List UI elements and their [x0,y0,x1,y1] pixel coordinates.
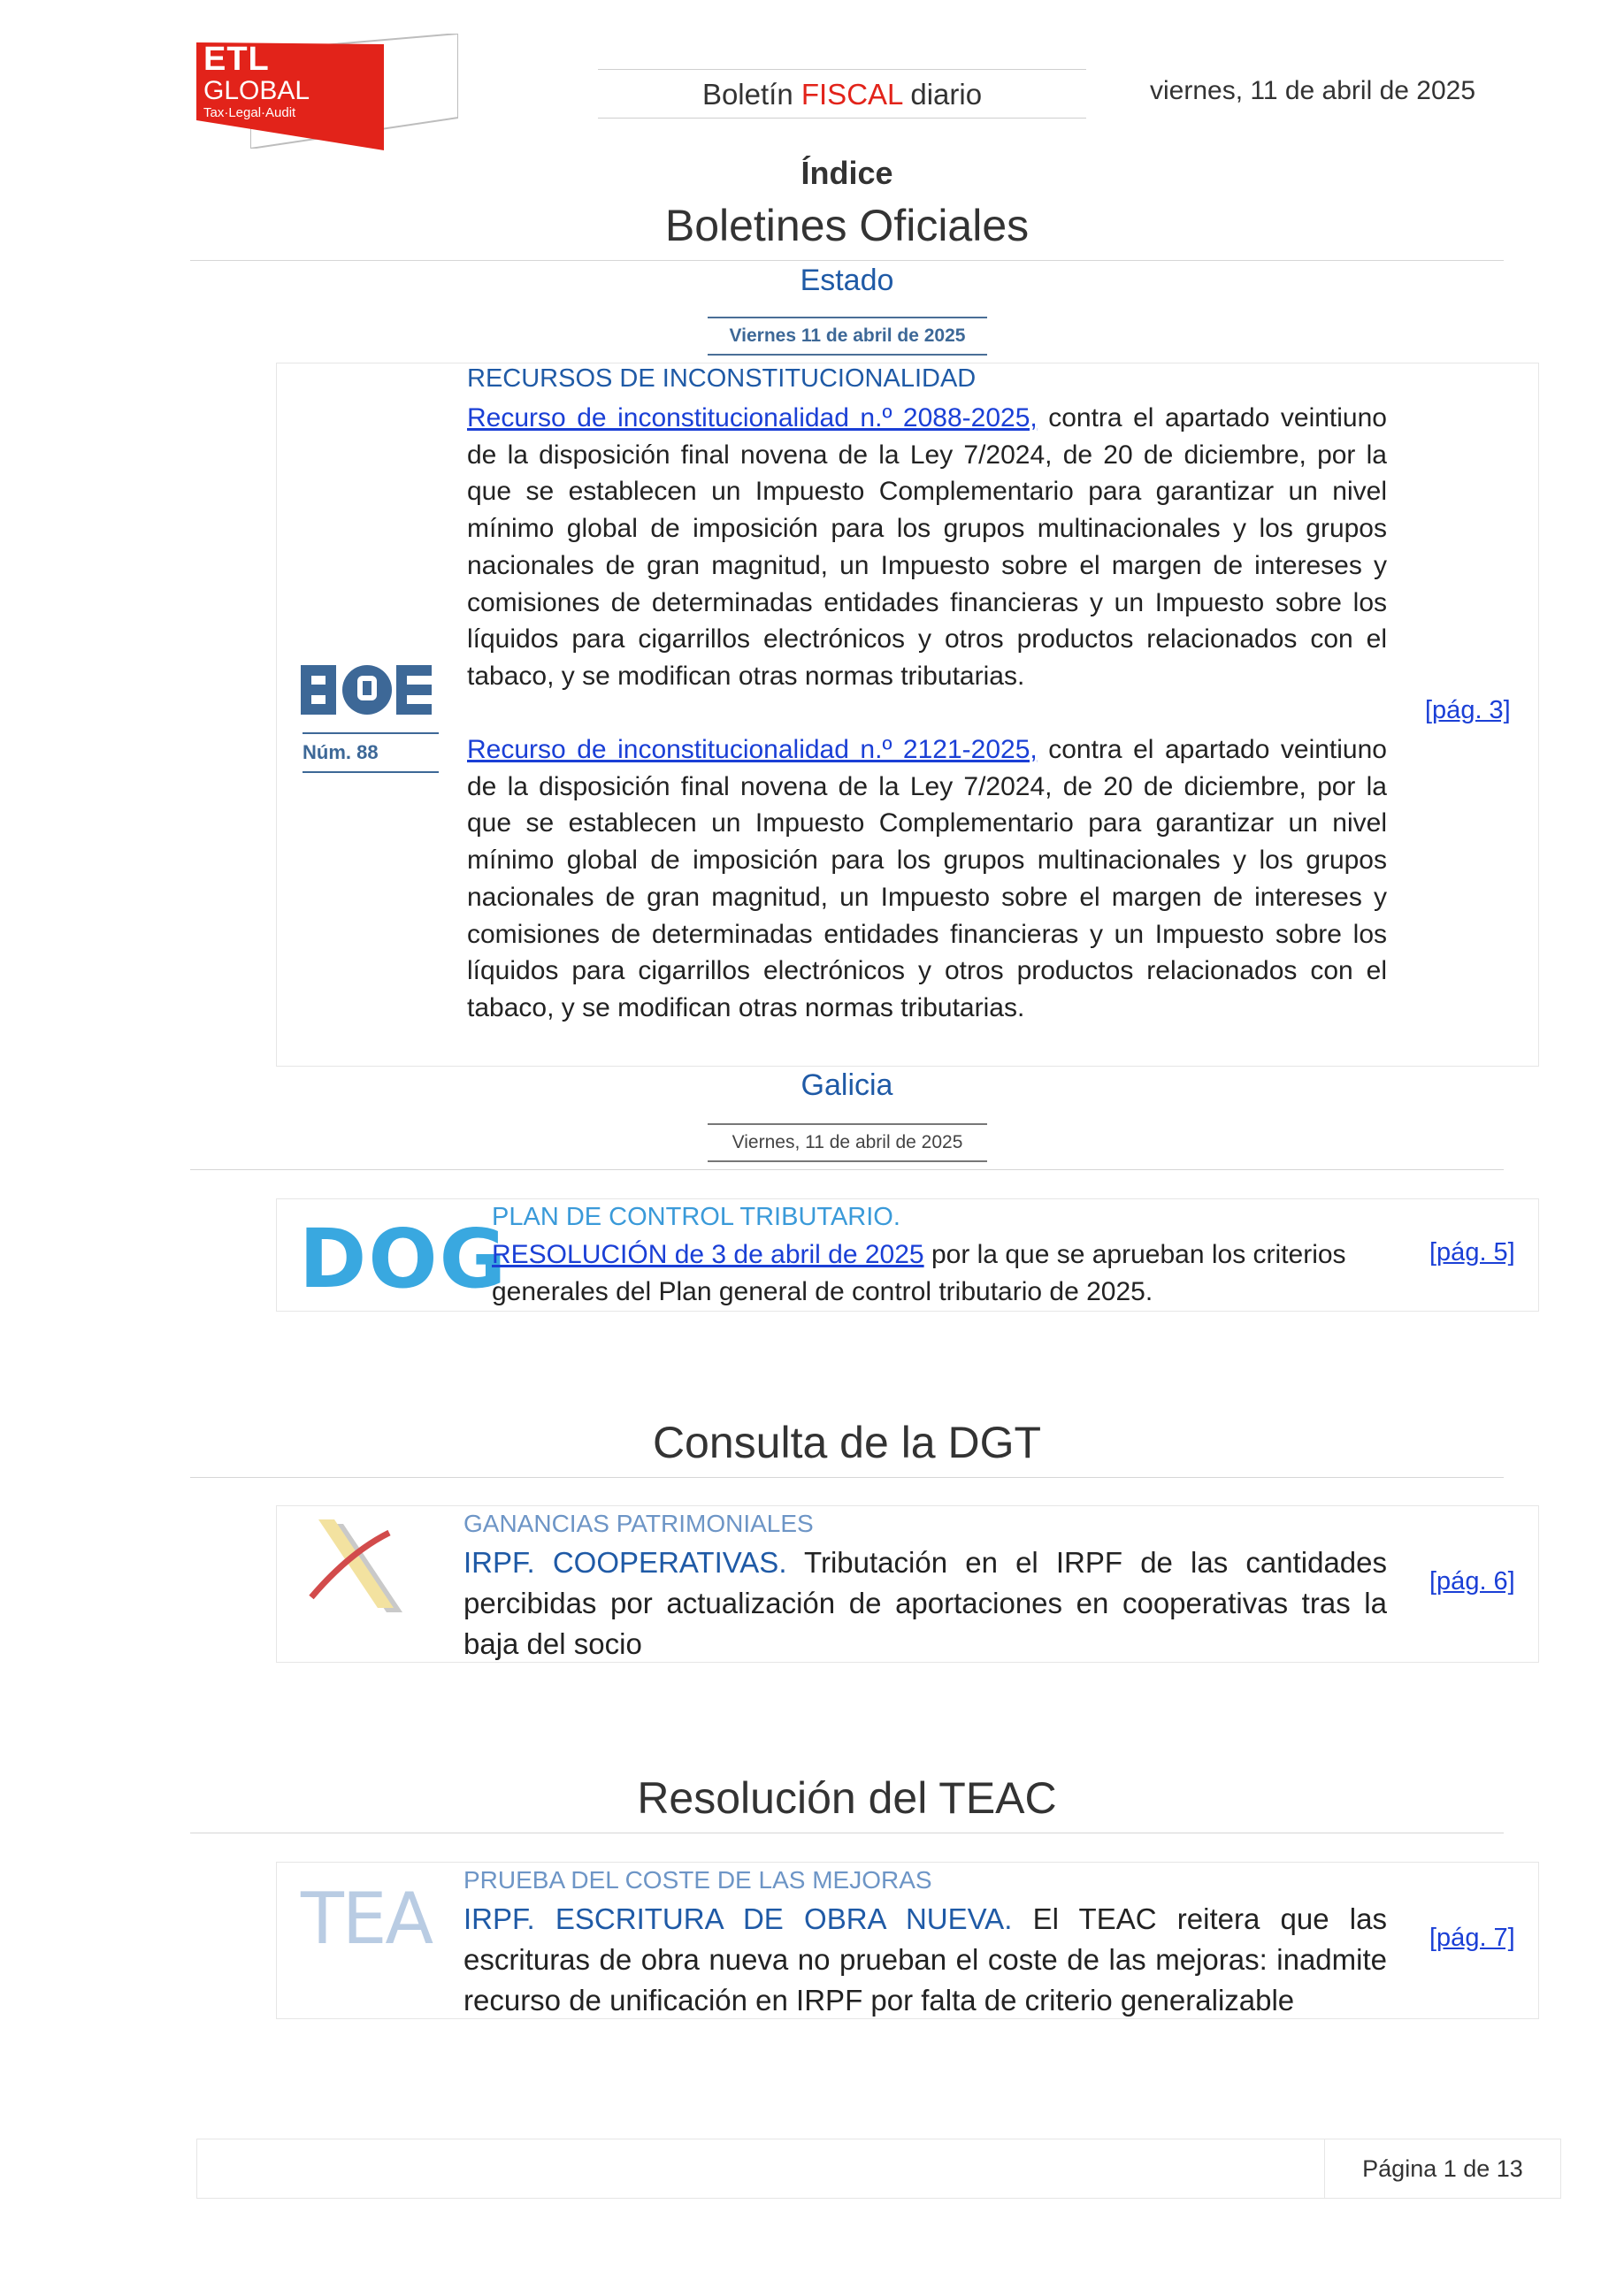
dog-logo-icon: DOG [299,1212,509,1306]
dog-page-link[interactable]: [pág. 5] [1429,1238,1515,1267]
boe-entry-2: Recurso de inconstitucionalidad n.º 2121-2025, contra el apartado veintiuno de la disposición final novena de la Ley 7/2024, de 20 de diciembre, por la que se establecen un Impuesto Complementario para garantizar un nivel mínimo global de imposición para los grupos multinacionales y los grupos nacionales de gran magnitud, un Impuesto sobre el margen de intereses y comisiones de determinadas entidades financieras y un Impuesto sobre los líquidos para cigarrillos electrónicos y otros productos relacionados con el tabaco, y se modifican otras normas tributarias. [467,735,1387,1022]
teac-page-link[interactable]: [pág. 7] [1429,1924,1515,1952]
aeat-logo-icon [301,1519,407,1617]
logo-global-text: GLOBAL [203,76,310,105]
bulletin-title: Boletín FISCAL diario [598,69,1086,119]
bulletin-highlight: FISCAL [801,78,903,111]
section-title-teac: Resolución del TEAC [637,1773,1057,1823]
section-title-official: Boletines Oficiales [664,201,1030,250]
dog-date-badge: Viernes, 11 de abril de 2025 [708,1123,987,1162]
logo-etl-text: ETL [203,41,270,78]
index-title: Índice [801,155,893,191]
dog-category: PLAN DE CONTROL TRIBUTARIO. [492,1203,900,1231]
boe-category: RECURSOS DE INCONSTITUCIONALIDAD [467,364,977,393]
teac-entry: IRPF. ESCRITURA DE OBRA NUEVA. El TEAC reitera que las escrituras de obra nueva no prueban el coste de las mejoras: inadmite recurso de unificación en IRPF por falta de criterio generalizable [463,1902,1387,2017]
boe-logo-icon [301,663,433,718]
teac-category: PRUEBA DEL COSTE DE LAS MEJORAS [463,1866,932,1894]
boe-page-link[interactable]: [pág. 3] [1425,696,1511,724]
boe-entry-1: Recurso de inconstitucionalidad n.º 2088-2025, contra el apartado veintiuno de la disposición final novena de la Ley 7/2024, de 20 de diciembre, por la que se establecen un Impuesto Complementario para garantizar un nivel mínimo global de imposición para los grupos multinacionales y los grupos nacionales de gran magnitud, un Impuesto sobre el margen de intereses y comisiones de determinadas entidades financieras y un Impuesto sobre los líquidos para cigarrillos electrónicos y otros productos relacionados con el tabaco, y se modifican otras normas tributarias. [467,403,1387,691]
boe-entry-1-link[interactable]: Recurso de inconstitucionalidad n.º 2088-2025, [467,403,1038,432]
divider [190,1477,1504,1478]
boe-date-badge: Viernes 11 de abril de 2025 [708,317,987,356]
boe-entry-2-link[interactable]: Recurso de inconstitucionalidad n.º 2121-2025, [467,735,1038,764]
dgt-page-link[interactable]: [pág. 6] [1429,1567,1515,1596]
tea-logo-icon: TEA [301,1878,433,1960]
dog-entry-link[interactable]: RESOLUCIÓN de 3 de abril de 2025 [492,1240,924,1269]
dgt-entry: IRPF. COOPERATIVAS. Tributación en el IRPF de las cantidades percibidas por actualización de aportaciones en cooperativas tras la baja del socio [463,1546,1388,1660]
dog-entry: RESOLUCIÓN de 3 de abril de 2025 por la que se aprueban los criterios generales del Plan general de control tributario de 2025. [492,1240,1346,1306]
dgt-category: GANANCIAS PATRIMONIALES [463,1510,814,1537]
page-number: Página 1 de 13 [1362,2155,1523,2182]
teac-lead: IRPF. ESCRITURA DE OBRA NUEVA. [463,1902,1013,1935]
logo-tagline: Tax·Legal·Audit [203,105,296,120]
subtitle-galicia: Galicia [801,1068,893,1102]
divider [190,1169,1504,1170]
etl-logo [196,35,384,150]
section-title-dgt: Consulta de la DGT [652,1418,1042,1467]
boe-number: Núm. 88 [303,732,439,773]
dgt-lead: IRPF. COOPERATIVAS. [463,1546,787,1579]
header-date: viernes, 11 de abril de 2025 [1150,76,1476,105]
subtitle-estado: Estado [800,264,894,297]
divider [190,260,1504,261]
